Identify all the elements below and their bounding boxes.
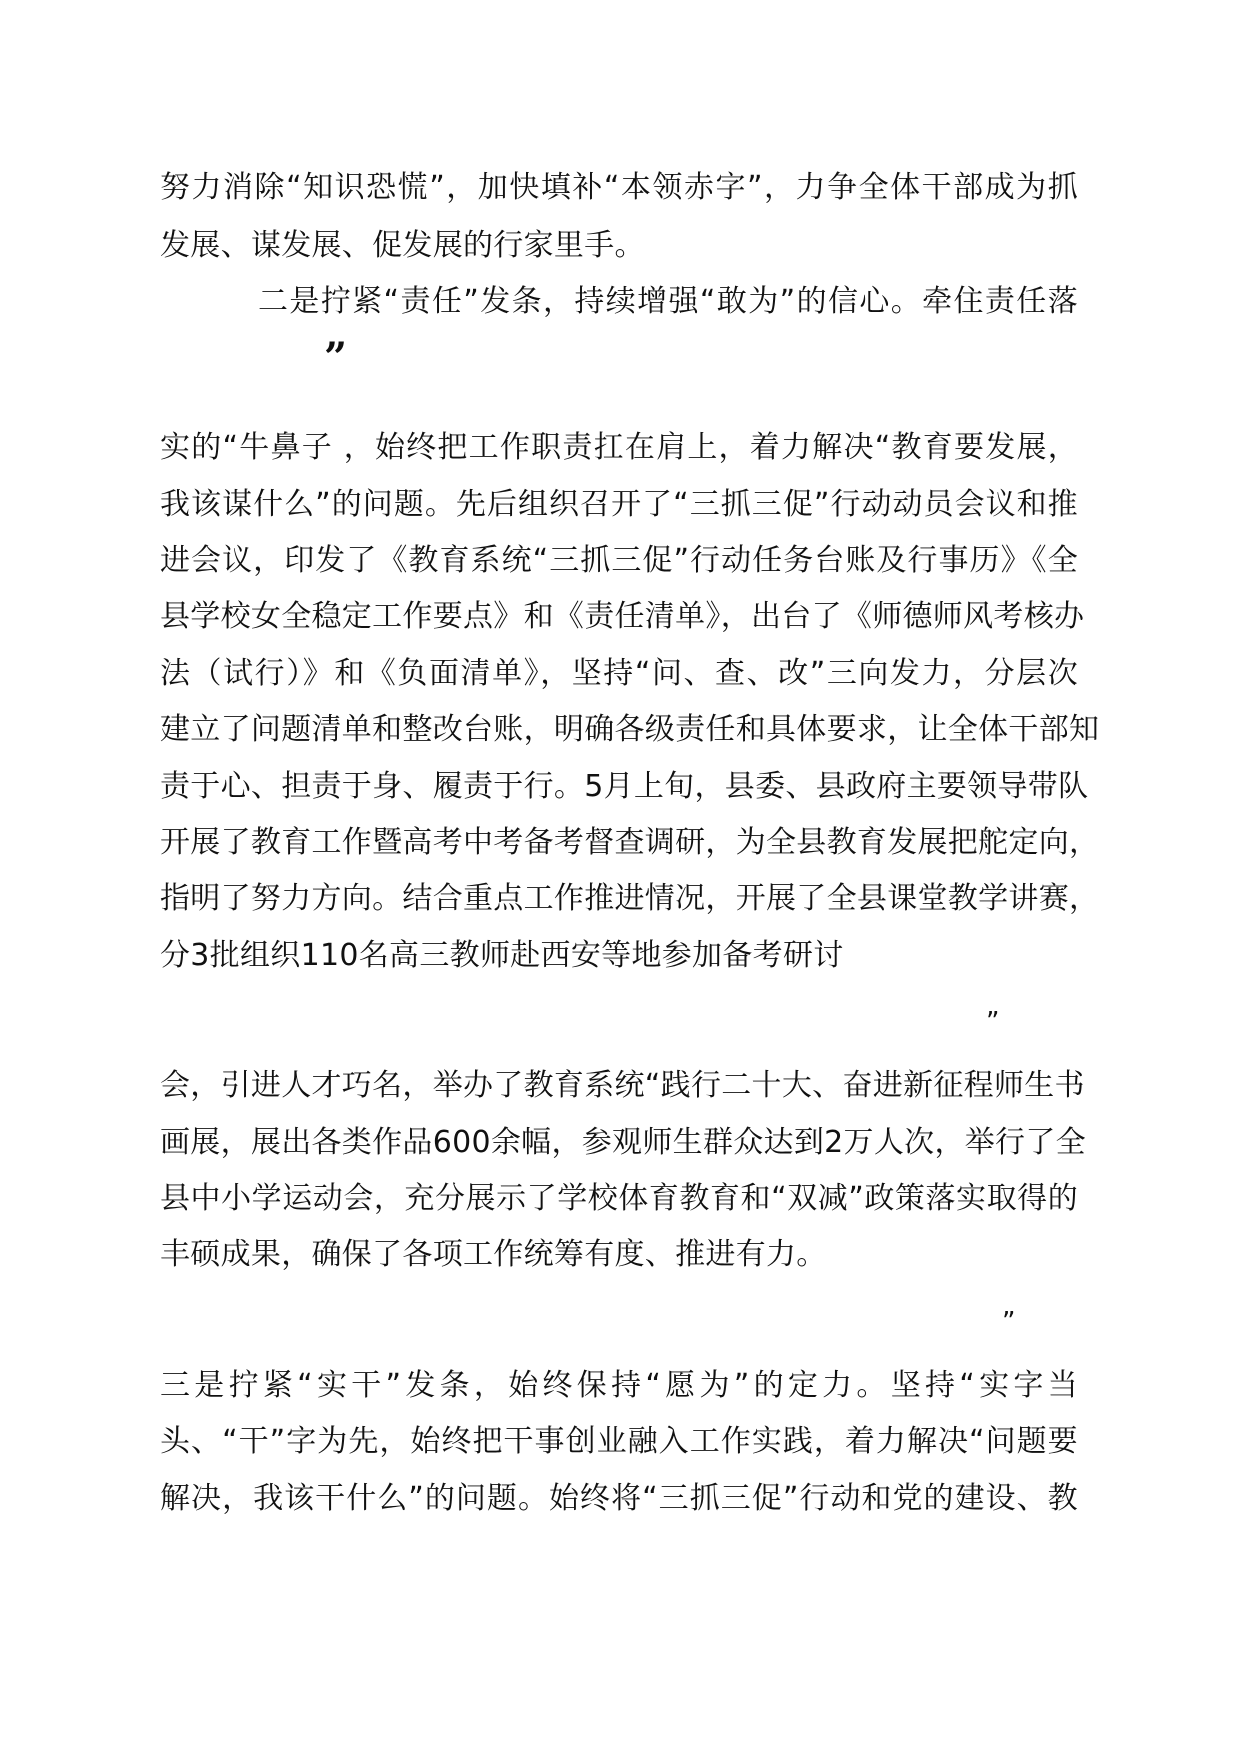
text-line: 指明了努力方向。结合重点工作推进情况，开展了全县课堂教学讲赛， [160, 881, 1100, 916]
text-line: 分3批组织110名高三教师赴西安等地参加备考研讨 [160, 938, 844, 973]
text-line: 努力消除“知识恐慌”，加快填补“本领赤字”，力争全体干部成为抓 [160, 170, 1078, 205]
text-line: 开展了教育工作暨高考中考备考督查调研，为全县教育发展把舵定向， [160, 825, 1100, 860]
text-line: 实的“牛鼻子 ，始终把工作职责扛在肩上，着力解决“教育要发展， [160, 430, 1078, 465]
text-line: 三是拧紧“实干”发条，始终保持“愿为”的定力。坚持“实字当 [160, 1368, 1078, 1403]
text-line: 画展，展出各类作品600余幅，参观师生群众达到2万人次，举行了全 [160, 1125, 1086, 1160]
paragraph-start-line: 二是拧紧“责任”发条，持续增强“敢为”的信心。牵住责任落 [258, 284, 1078, 319]
text-line: 建立了问题清单和整改台账，明确各级责任和具体要求，让全体干部知 [160, 712, 1100, 747]
text-line: 头、“干”字为先，始终把干事创业融入工作实践，着力解决“问题要 [160, 1424, 1078, 1459]
text-line: 发展、谋发展、促发展的行家里手。 [160, 228, 645, 263]
stray-quote-mark: ” [986, 1007, 1000, 1037]
text-line: 会，引进人才巧名，举办了教育系统“践行二十大、奋进新征程师生书 [160, 1068, 1085, 1103]
text-line: 县中小学运动会，充分展示了学校体育教育和“双减”政策落实取得的 [160, 1181, 1078, 1216]
stray-quote-mark: ” [324, 334, 348, 381]
text-line: 我该谋什么”的问题。先后组织召开了“三抓三促”行动动员会议和推 [160, 487, 1078, 522]
text-line: 县学校女全稳定工作要点》和《责任清单》，出台了《师德师风考核办 [160, 599, 1085, 634]
text-line: 责于心、担责于身、履责于行。5月上旬，县委、县政府主要领导带队 [160, 769, 1089, 804]
text-line: 解决，我该干什么”的问题。始终将“三抓三促”行动和党的建设、教 [160, 1481, 1078, 1516]
stray-quote-mark: ” [1002, 1307, 1016, 1337]
text-line: 丰硕成果，确保了各项工作统筹有度、推进有力。 [160, 1237, 827, 1272]
text-line: 法（试行）》和《负面清单》，坚持“问、查、改”三向发力，分层次 [160, 656, 1078, 691]
text-line: 进会议，印发了《教育系统“三抓三促”行动任务台账及行事历》《全 [160, 543, 1078, 578]
